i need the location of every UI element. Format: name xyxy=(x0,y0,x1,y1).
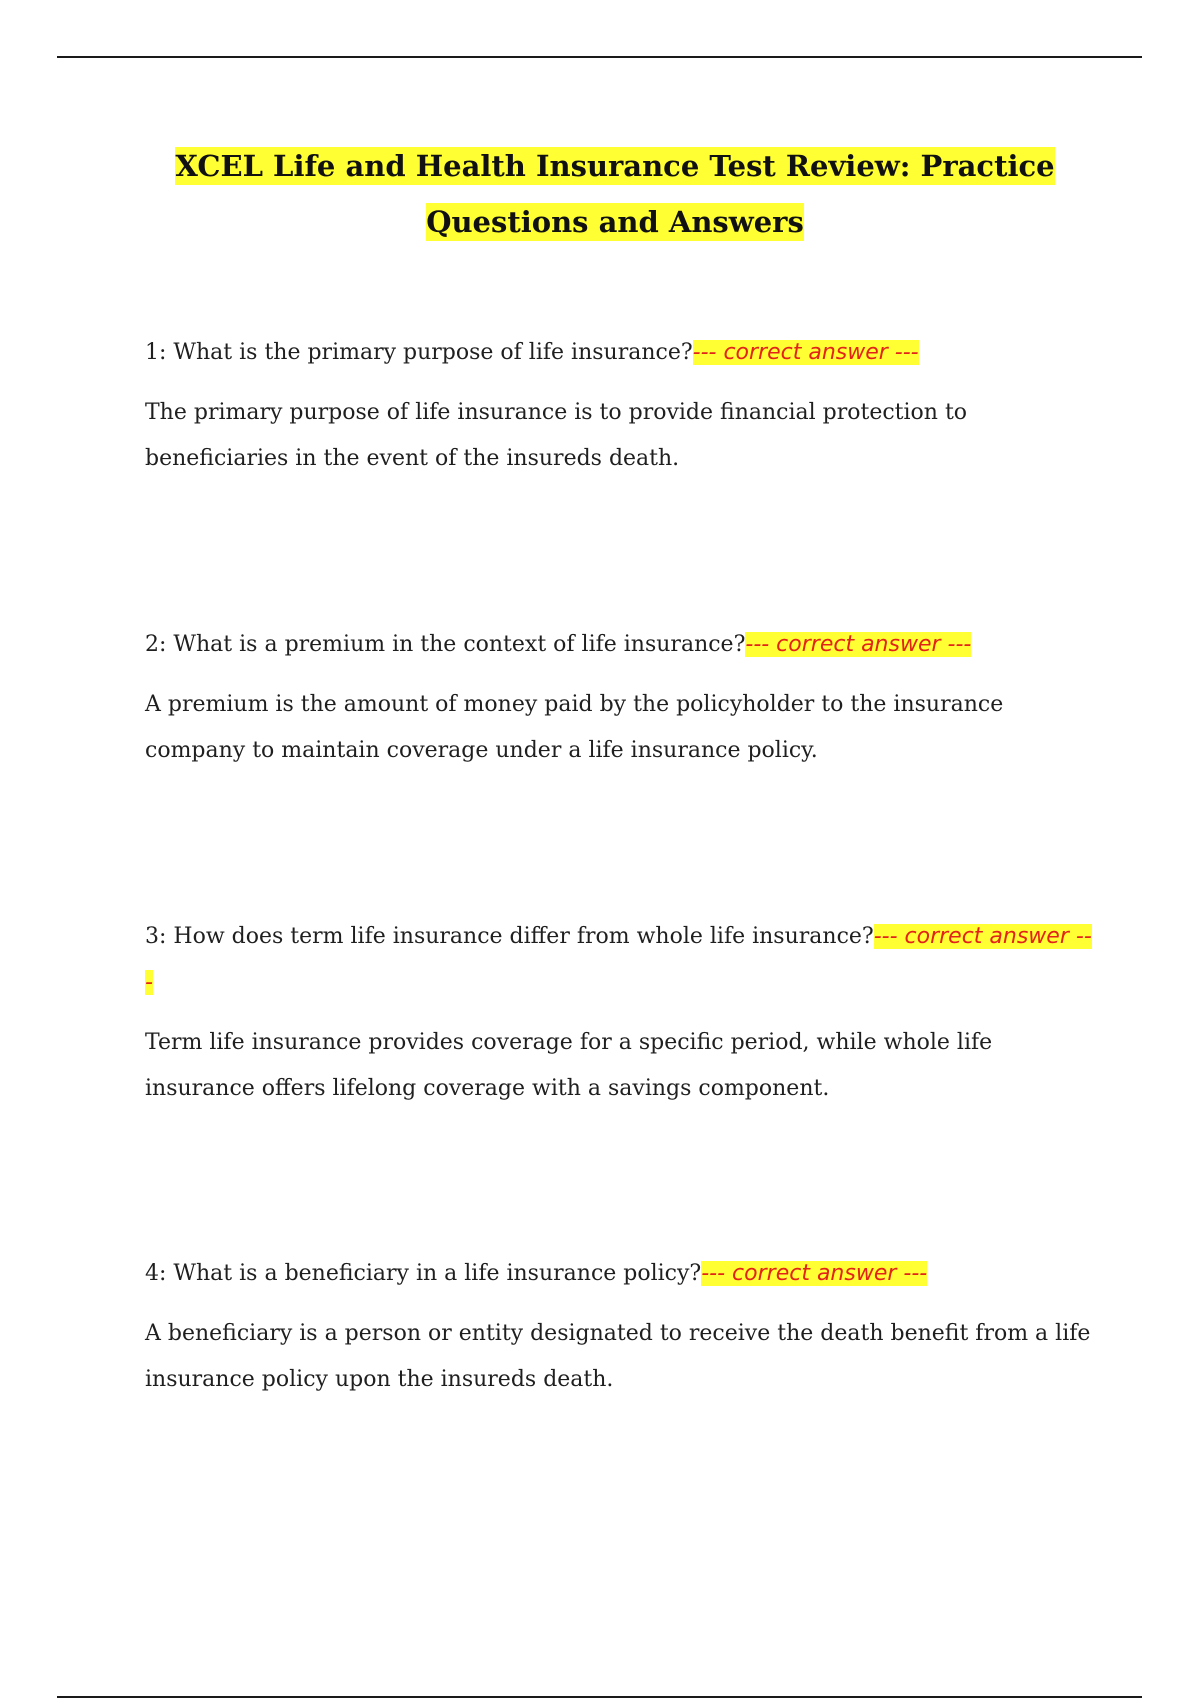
question-text xyxy=(145,914,1095,1006)
answer-text: The primary purpose of life insurance is to provide financial protection to beneficiaries in the event of the insureds death. xyxy=(145,400,968,471)
qa-item-3 xyxy=(145,914,1095,1112)
title-line-2: Questions and Answers xyxy=(426,205,804,239)
answer-text: A beneficiary is a person or entity designated to receive the death benefit from a life insurance policy upon the insureds death. xyxy=(145,1321,1091,1392)
question-text xyxy=(145,1251,1095,1297)
document-title xyxy=(60,138,1170,250)
question-label: 4: What is a beneficiary in a life insurance policy? xyxy=(145,1261,702,1286)
question-text xyxy=(145,330,1095,376)
answer-text: Term life insurance provides coverage for a specific period, while whole life insurance offers lifelong coverage with a savings component. xyxy=(145,1030,993,1101)
qa-item-1 xyxy=(145,330,1095,482)
question-label: 3: How does term life insurance differ from whole life insurance? xyxy=(145,924,874,949)
question-label: 1: What is the primary purpose of life insurance? xyxy=(145,340,693,365)
correct-answer-marker: --- correct answer --- xyxy=(145,924,1092,995)
header-rule xyxy=(57,56,1142,58)
question-label: 2: What is a premium in the context of life insurance? xyxy=(145,632,746,657)
correct-answer-marker: --- correct answer --- xyxy=(701,1261,928,1286)
answer-text: A premium is the amount of money paid by the policyholder to the insurance company to maintain coverage under a life insurance policy. xyxy=(145,692,1004,763)
footer-rule xyxy=(57,1696,1142,1698)
correct-answer-marker: --- correct answer --- xyxy=(745,632,972,657)
qa-item-4 xyxy=(145,1251,1095,1403)
question-text xyxy=(145,622,1095,668)
title-line-1: XCEL Life and Health Insurance Test Review: Practice xyxy=(175,149,1055,183)
qa-item-2 xyxy=(145,622,1095,774)
correct-answer-marker: --- correct answer --- xyxy=(692,340,919,365)
